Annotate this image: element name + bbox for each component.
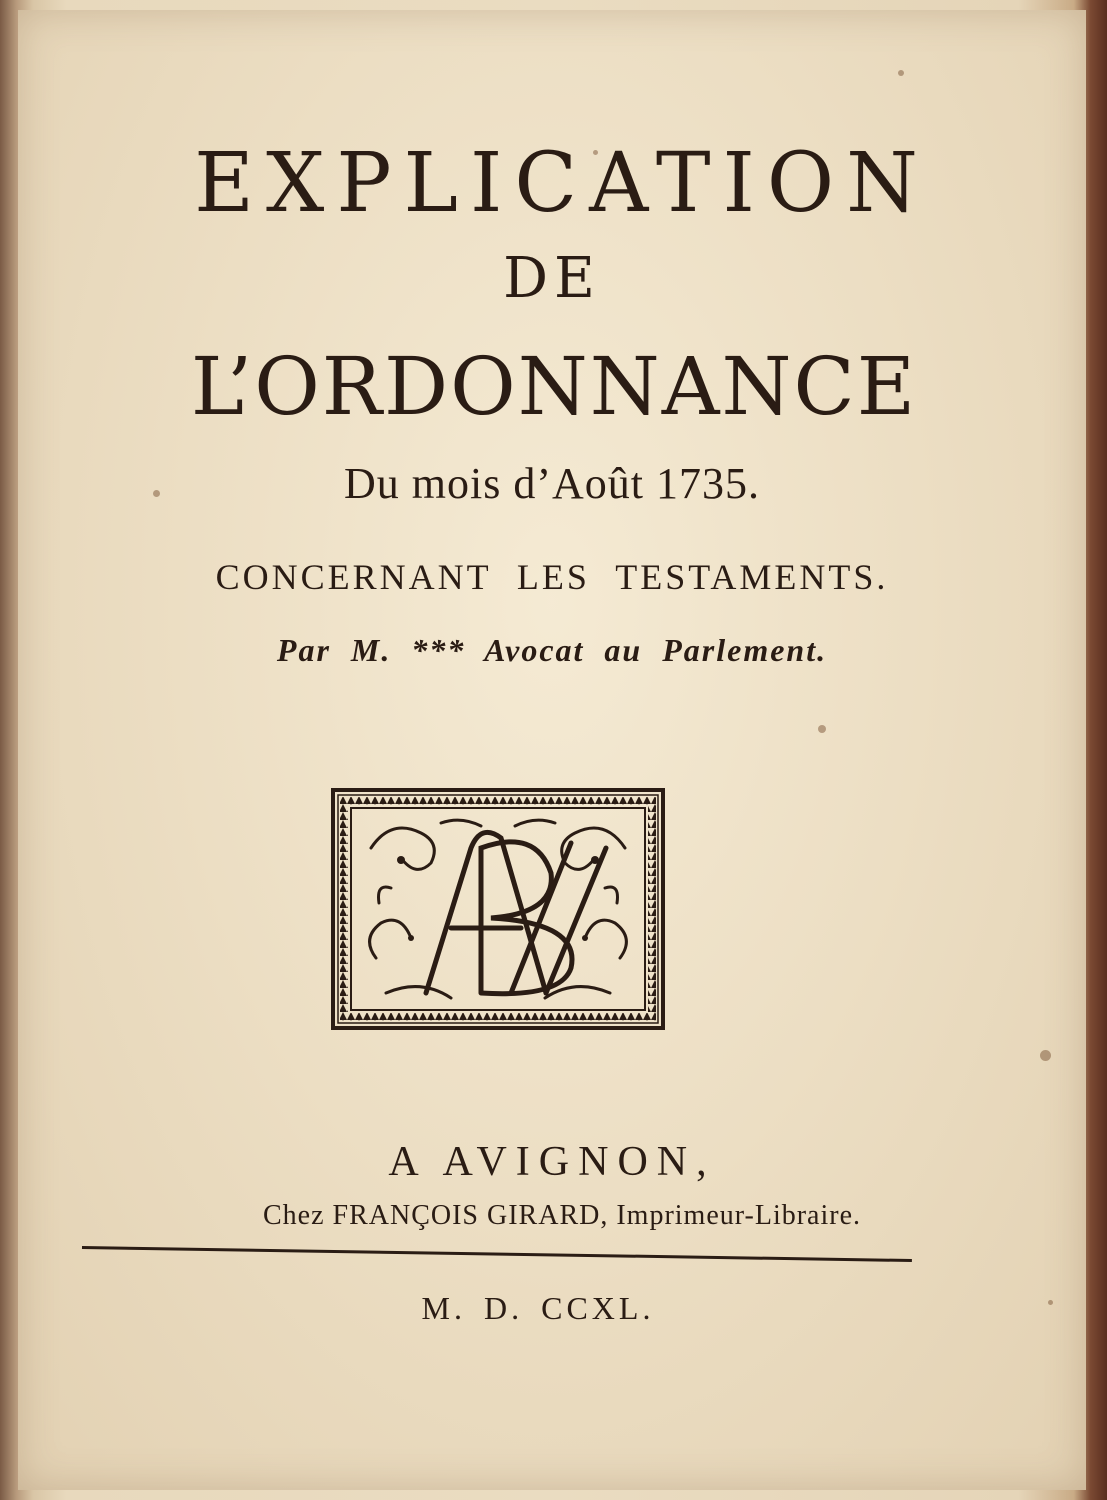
paper-speck — [593, 150, 598, 155]
title-line-de: DE — [503, 246, 601, 311]
author-line: Par M. *** Avocat au Parlement. — [276, 632, 828, 668]
subtitle-date: Du mois d’Août 1735. — [344, 459, 760, 508]
paper-speck — [898, 70, 904, 76]
title-line-ordonnance: L’ORDONNANCE — [190, 340, 918, 433]
imprint-printer: Chez FRANÇOIS GIRARD, Imprimeur-Libraire. — [262, 1200, 862, 1231]
printers-monogram-ornament-icon — [331, 788, 665, 1030]
imprint-year: M. D. CCXL. — [421, 1290, 655, 1326]
paper-speck — [1040, 1050, 1051, 1061]
paper-speck — [1048, 1300, 1053, 1305]
imprint-rule — [82, 1246, 912, 1262]
title-line-explication: EXPLICATION — [194, 136, 930, 231]
paper-speck — [153, 490, 160, 497]
title-page — [18, 10, 1086, 1490]
subtitle-subject: CONCERNANT LES TESTAMENTS. — [215, 557, 889, 597]
imprint-place: A AVIGNON, — [388, 1139, 716, 1185]
paper-speck — [818, 725, 826, 733]
